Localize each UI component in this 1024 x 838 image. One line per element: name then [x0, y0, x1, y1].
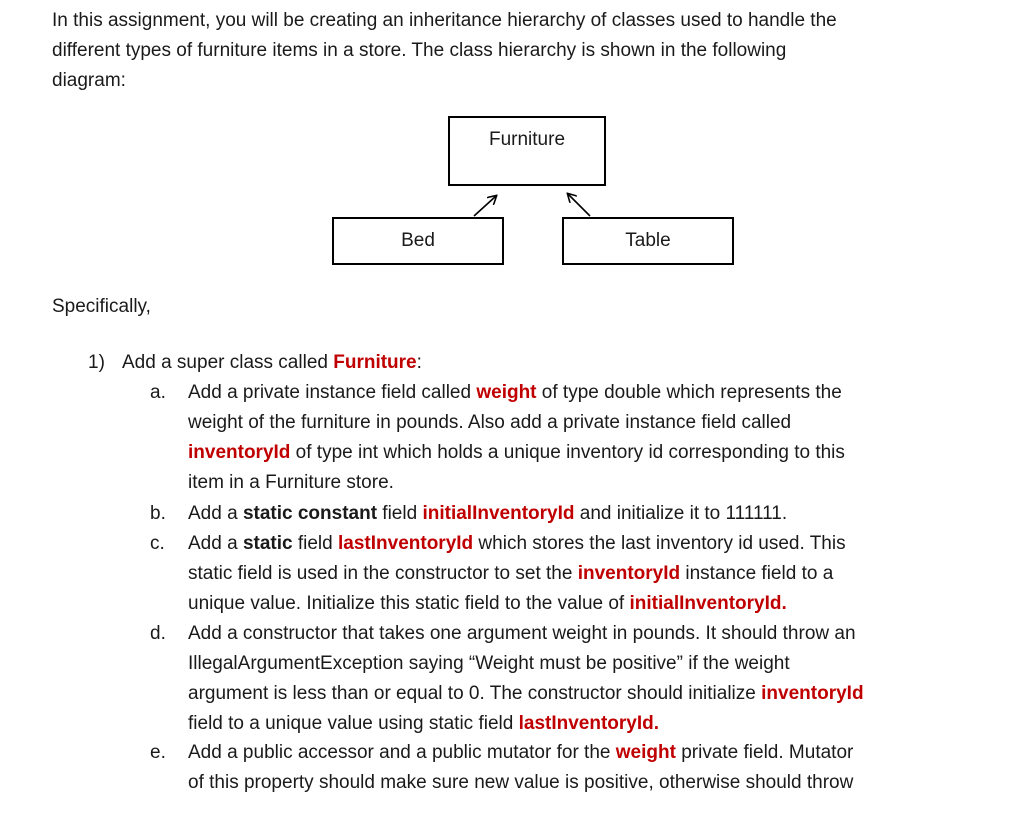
sub-item-text: item in a Furniture store. — [188, 472, 394, 493]
highlight-term: initialInventoryId — [422, 503, 575, 524]
sub-item-letter: c. — [150, 533, 165, 554]
sub-item-text: field — [377, 503, 423, 524]
sub-item-text: of this property should make sure new value is positive, otherwise should throw — [188, 772, 854, 793]
sub-item-text: of type int which holds a unique inventory id corresponding to this — [290, 442, 845, 463]
inheritance-arrow-table — [568, 194, 590, 216]
highlight-term: initialInventoryId. — [629, 593, 787, 614]
highlight-term: Furniture — [333, 352, 417, 373]
sub-item-a — [150, 378, 950, 498]
sub-item-text: static field is used in the constructor to set the — [188, 563, 578, 584]
sub-item-letter: e. — [150, 742, 166, 763]
sub-item-text: private field. Mutator — [675, 742, 854, 763]
sub-item-text: weight of the furniture in pounds. Also add a private instance field called — [188, 412, 792, 433]
table-class-box — [562, 217, 734, 265]
sub-item-text: and initialize it to 111111. — [574, 503, 788, 524]
sub-item-letter: b. — [150, 503, 166, 524]
sub-item-letter: d. — [150, 623, 166, 644]
item-text: : — [416, 352, 422, 373]
highlight-term: weight — [615, 742, 676, 763]
highlight-term: inventoryId — [188, 442, 291, 463]
sub-item-text: Add a private instance field called — [188, 382, 477, 403]
intro-paragraph — [52, 6, 952, 96]
bold-term: static — [242, 533, 293, 554]
intro-line: In this assignment, you will be creating an inheritance hierarchy of classes used to handle the — [52, 10, 837, 31]
furniture-class-box — [448, 116, 606, 186]
sub-item-text: field — [292, 533, 338, 554]
bed-class-label: Bed — [401, 230, 435, 251]
sub-item-text: argument is less than or equal to 0. The constructor should initialize — [188, 683, 762, 704]
sub-item-text: Add a — [188, 503, 243, 524]
sub-item-text: of type double which represents the — [536, 382, 842, 403]
bed-class-box — [332, 217, 504, 265]
sub-item-text: Add a constructor that takes one argument weight in pounds. It should throw an — [188, 623, 856, 644]
highlight-term: weight — [476, 382, 537, 403]
table-class-label: Table — [625, 230, 671, 251]
sub-item-text: Add a — [188, 533, 243, 554]
sub-item-b — [150, 499, 950, 529]
sub-item-c — [150, 529, 950, 619]
sub-item-text: IllegalArgumentException saying “Weight must be positive” if the weight — [188, 653, 790, 674]
sub-item-text: which stores the last inventory id used. This — [473, 533, 846, 554]
sub-item-text: field to a unique value using static field — [188, 713, 519, 734]
intro-line: diagram: — [52, 70, 126, 91]
highlight-term: lastInventoryId. — [518, 713, 660, 734]
intro-line: different types of furniture items in a store. The class hierarchy is shown in the following — [52, 40, 787, 61]
item-number: 1) — [88, 352, 105, 373]
highlight-term: inventoryId — [761, 683, 864, 704]
furniture-class-label: Furniture — [488, 129, 566, 150]
highlight-term: inventoryId — [577, 563, 681, 584]
sub-item-text: Add a public accessor and a public mutator for the — [188, 742, 616, 763]
inheritance-arrow-bed — [474, 196, 496, 216]
sub-item-d — [150, 619, 950, 739]
item-1 — [88, 348, 422, 378]
specifically-heading: Specifically, — [52, 296, 151, 317]
bold-term: static constant — [242, 503, 378, 524]
sub-item-text: unique value. Initialize this static field to the value of — [188, 593, 630, 614]
sub-item-e — [150, 738, 950, 798]
highlight-term: lastInventoryId — [338, 533, 474, 554]
item-text: Add a super class called — [122, 352, 334, 373]
sub-item-text: instance field to a — [680, 563, 834, 584]
sub-item-letter: a. — [150, 382, 166, 403]
